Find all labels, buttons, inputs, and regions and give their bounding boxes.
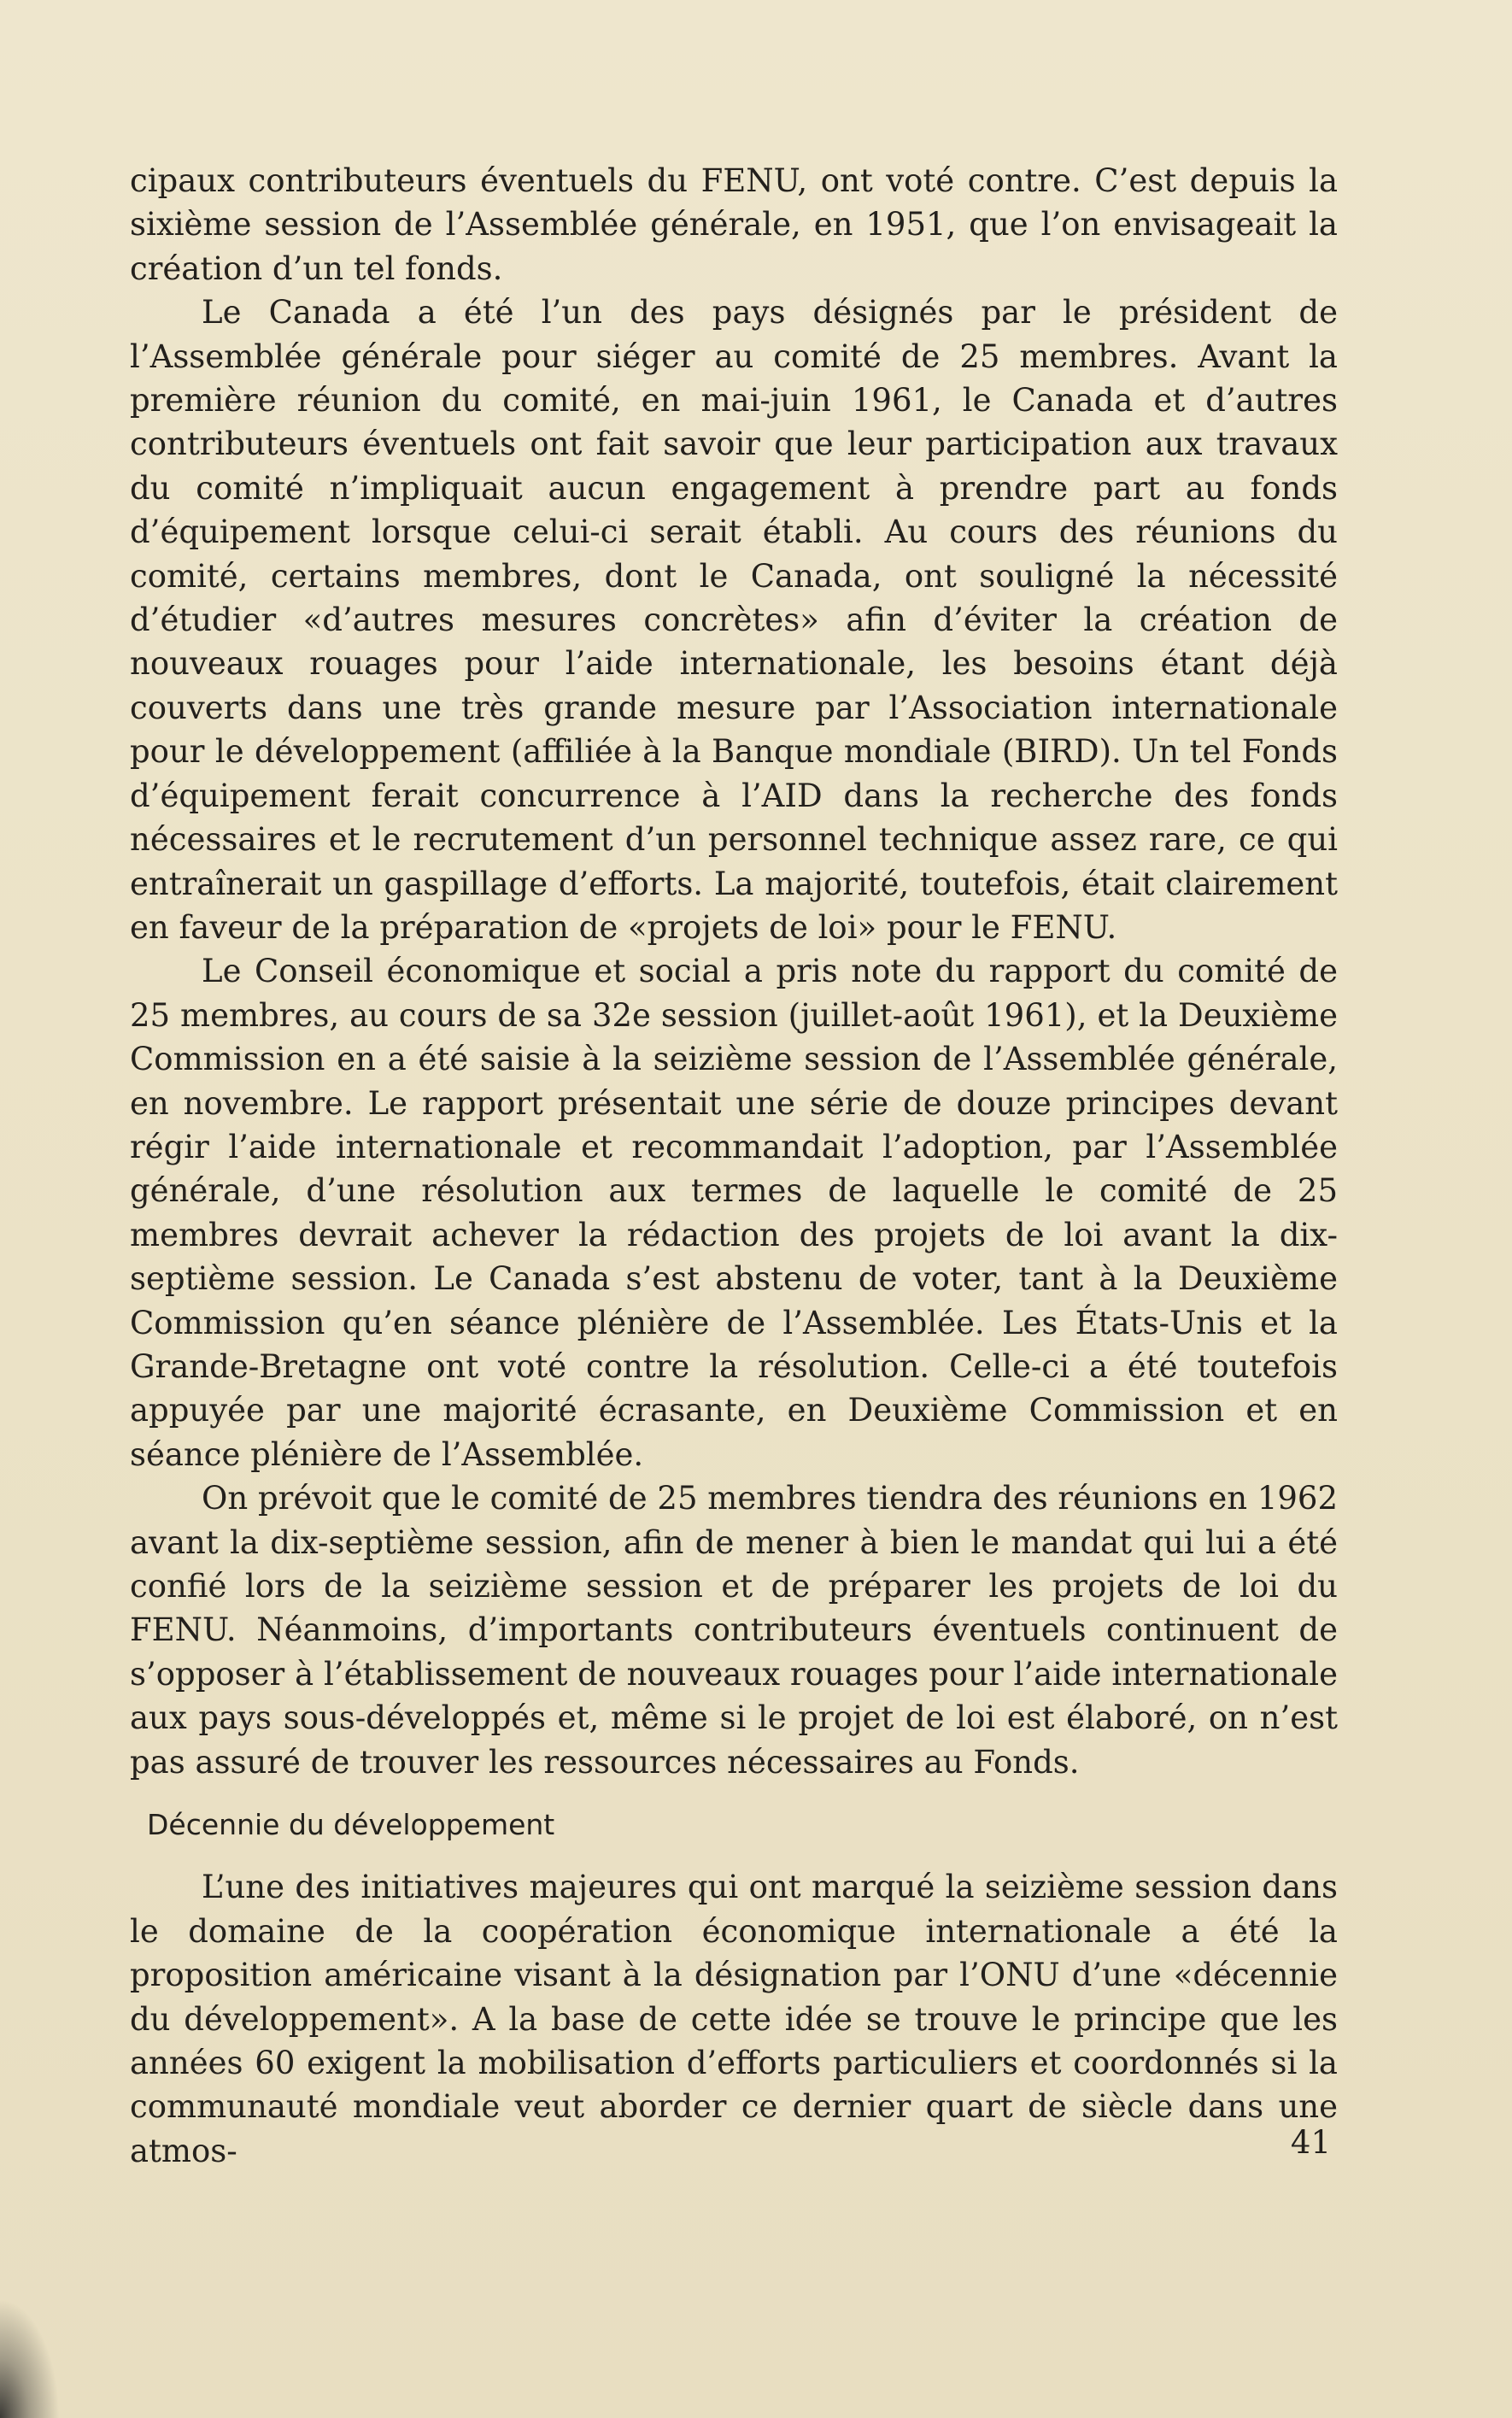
paragraph-continuation: cipaux contributeurs éventuels du FENU, ont voté contre. C’est depuis la sixième session de l’Assemblée générale, en 1951, que l’on envisageait la création d’un tel fonds. — [130, 162, 1338, 287]
paragraph-canada-committee: Le Canada a été l’un des pays désignés par le président de l’Assemblée générale pour siéger au comité de 25 membres. Avant la première réunion du comité, en mai-juin 1961, le Canada et d’autres contributeurs éventuels ont fait savoir que leur participation aux travaux du comité n’impliquait aucun engagement à prendre part au fonds d’équipement lorsque celui-ci serait établi. Au cours des réunions du comité, certains membres, dont le Canada, ont souligné la nécessité d’étudier «d’autres mesures concrètes» afin d’éviter la création de nouveaux rouages pour l’aide internationale, les besoins étant déjà couverts dans une très grande mesure par l’Association internationale pour le développement (affiliée à la Banque mondiale (BIRD). Un tel Fonds d’équipement ferait concurrence à l’AID dans la recherche des fonds nécessaires et le recrutement d’un personnel technique assez rare, ce qui entraînerait un gaspillage d’efforts. La majorité, toutefois, était clairement en faveur de la préparation de «projets de loi» pour le FENU. — [130, 294, 1338, 946]
body-text — [130, 159, 1338, 2173]
page-number: 41 — [1290, 2124, 1331, 2161]
paragraph-committee-1962: On prévoit que le comité de 25 membres tiendra des réunions en 1962 avant la dix-septième session, afin de mener à bien le mandat qui lui a été confié lors de la seizième session et de préparer les projets de loi du FENU. Néanmoins, d’importants contributeurs éventuels continuent de s’opposer à l’établissement de nouveaux rouages pour l’aide internationale aux pays sous-développés et, même si le projet de loi est élaboré, on n’est pas assuré de trouver les ressources nécessaires au Fonds. — [130, 1480, 1338, 1781]
binding-shadow — [0, 2298, 60, 2418]
section-heading: Décennie du développement — [147, 1808, 555, 1842]
paragraph-development-decade: L’une des initiatives majeures qui ont marqué la seizième session dans le domaine de la coopération économique internationale a été la proposition américaine visant à la désignation par l’ONU d’une «décennie du développement». A la base de cette idée se trouve le principe que les années 60 exigent la mobilisation d’efforts particuliers et coordonnés si la communauté mondiale veut aborder ce dernier quart de siècle dans une atmos- — [130, 1869, 1338, 2169]
paragraph-ecosoc-report: Le Conseil économique et social a pris note du rapport du comité de 25 membres, au cours de sa 32e session (juillet-août 1961), et la Deuxième Commission en a été saisie à la seizième session de l’Assemblée générale, en novembre. Le rapport présentait une série de douze principes devant régir l’aide internationale et recommandait l’adoption, par l’Assemblée générale, d’une résolution aux termes de laquelle le comité de 25 membres devrait achever la rédaction des projets de loi avant la dix-septième session. Le Canada s’est abstenu de voter, tant à la Deuxième Commission qu’en séance plénière de l’Assemblée. Les États-Unis et la Grande-Bretagne ont voté contre la résolution. Celle-ci a été toutefois appuyée par une majorité écrasante, en Deuxième Commission et en séance plénière de l’Assemblée. — [130, 953, 1338, 1473]
